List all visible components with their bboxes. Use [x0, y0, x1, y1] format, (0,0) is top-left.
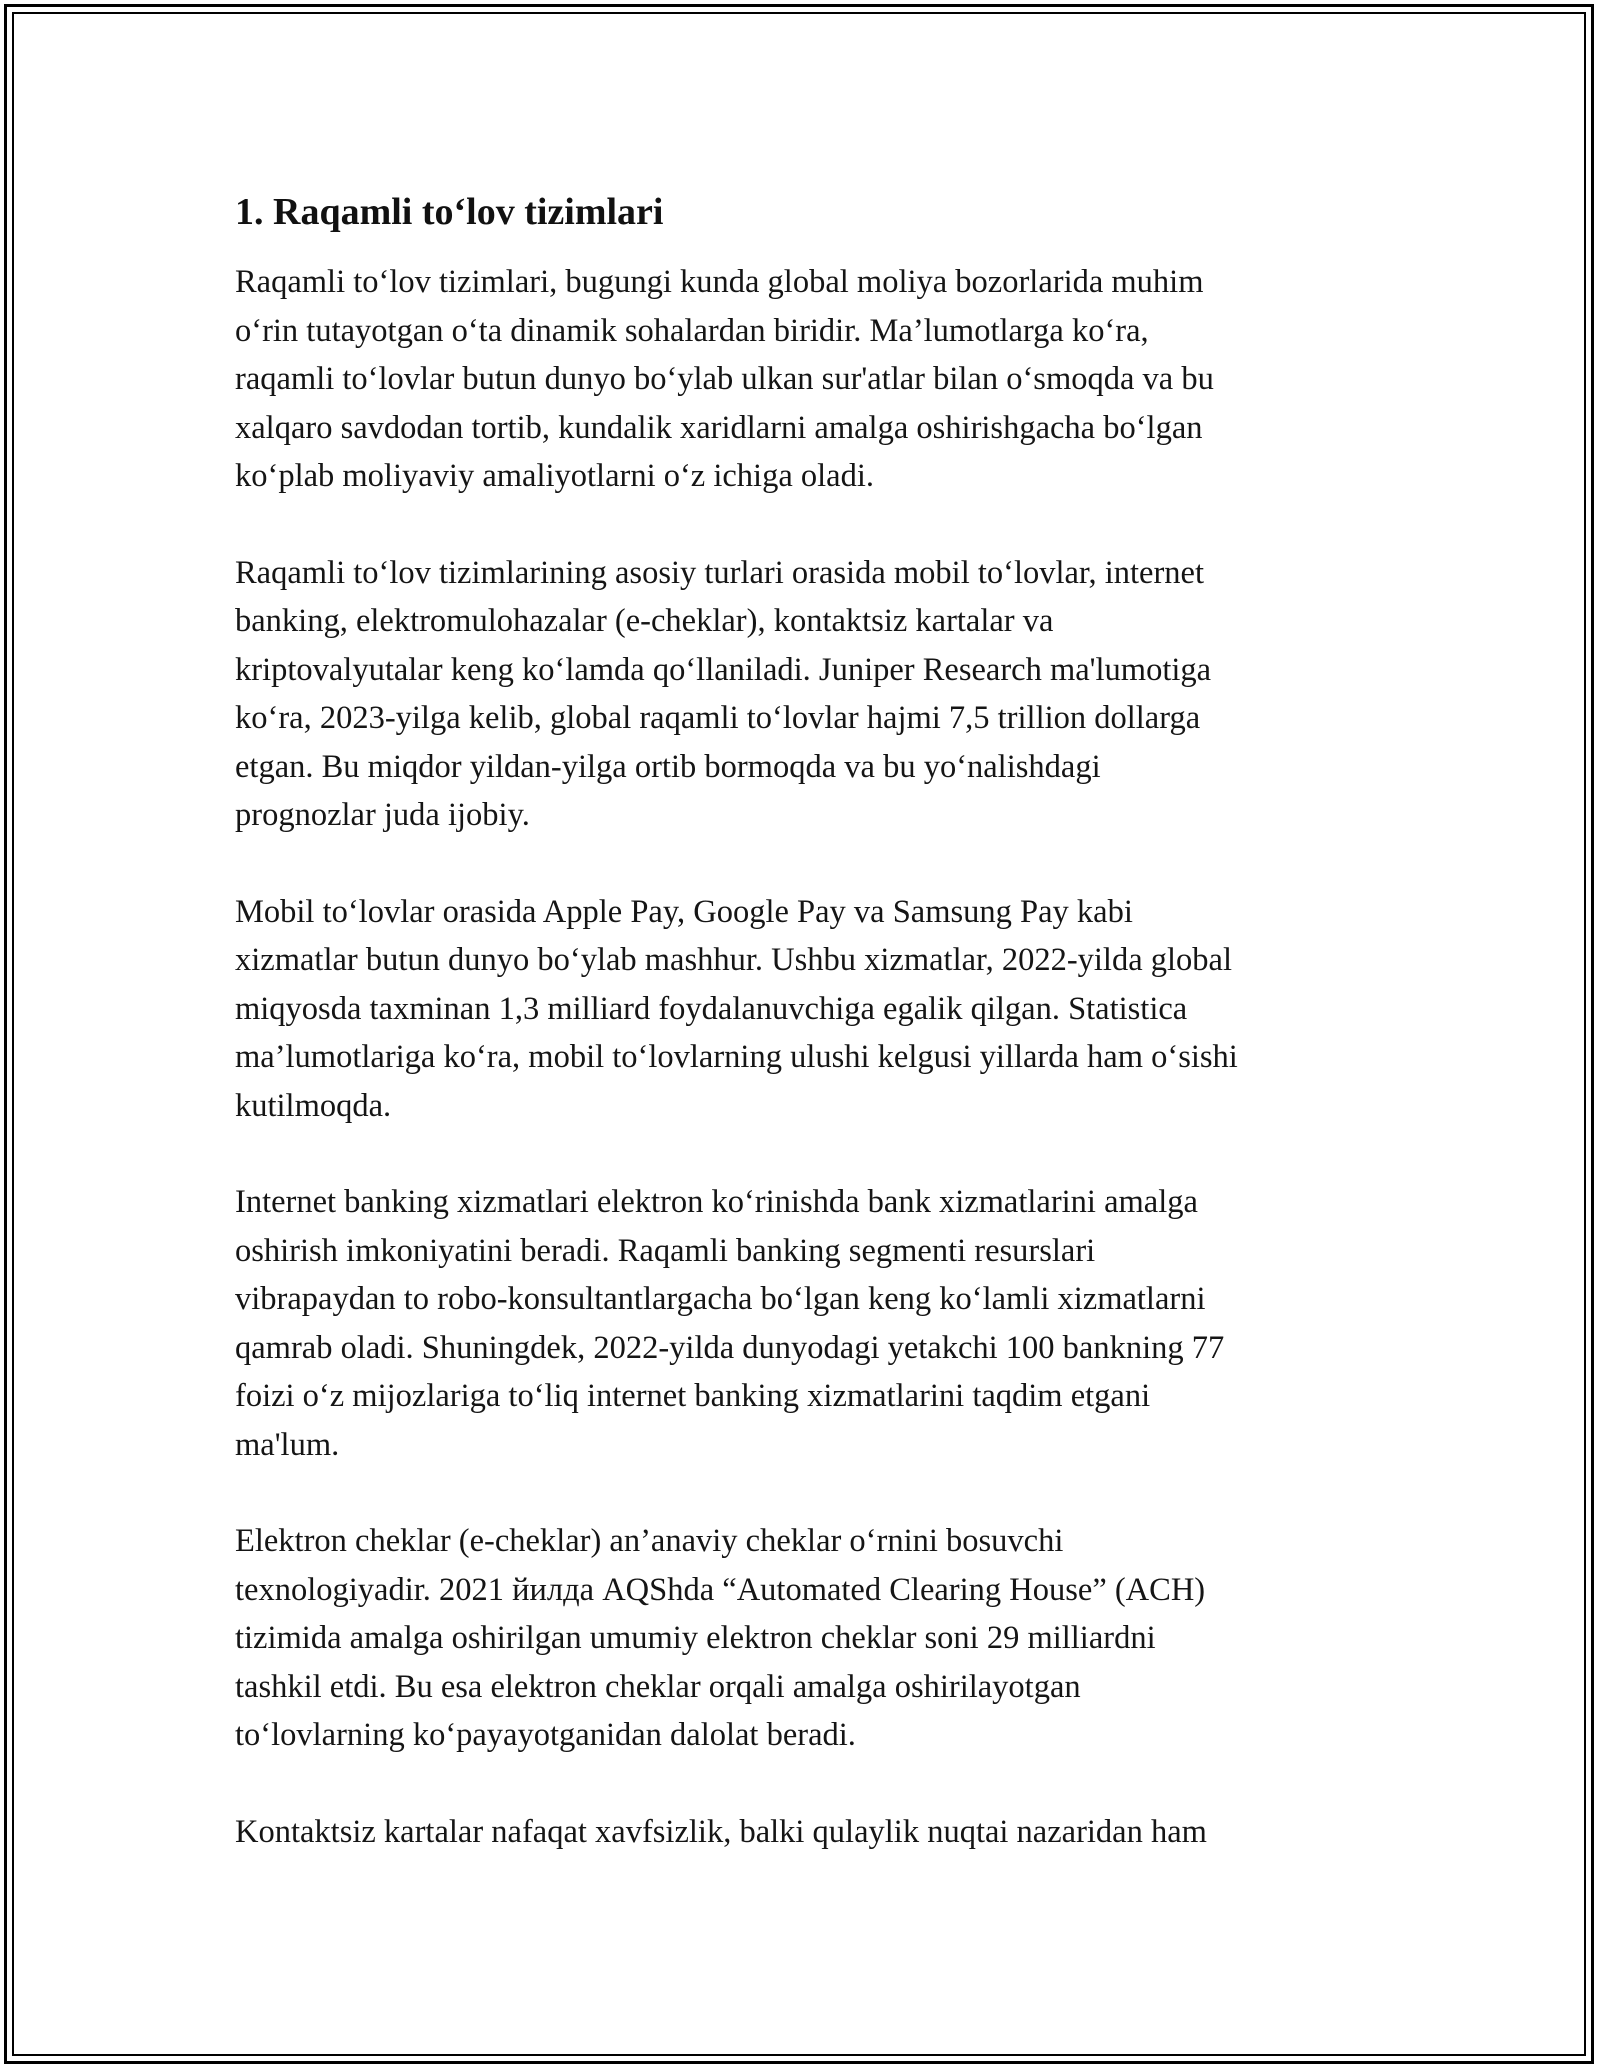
paragraph-line: texnologiyadir. 2021 йилда AQShda “Automated Clearing House” (ACH)	[235, 1571, 1206, 1608]
document-body	[235, 188, 1375, 1904]
paragraph-line: kriptovalyutalar keng ko‘lamda qo‘llaniladi. Juniper Research ma'lumotiga	[235, 651, 1212, 688]
paragraph-line: foizi o‘z mijozlariga to‘liq internet banking xizmatlarini taqdim etgani	[235, 1378, 1151, 1414]
paragraph-line: tashkil etdi. Bu esa elektron cheklar orqali amalga oshirilayotgan	[235, 1668, 1081, 1705]
paragraph-line: o‘rin tutayotgan o‘ta dinamik sohalardan biridir. Ma’lumotlarga ko‘ra,	[235, 312, 1149, 349]
paragraph-line: banking, elektromulohazalar (e-cheklar), kontaktsiz kartalar va	[235, 603, 1054, 639]
paragraph-line: prognozlar juda ijobiy.	[235, 797, 530, 833]
paragraph-line: Kontaktsiz kartalar nafaqat xavfsizlik, balki qulaylik nuqtai nazaridan ham	[235, 1813, 1207, 1850]
paragraph-line: ma’lumotlariga ko‘ra, mobil to‘lovlarning ulushi kelgusi yillarda ham o‘sishi	[235, 1039, 1238, 1075]
section-heading: 1. Raqamli to‘lov tizimlari	[235, 191, 664, 233]
paragraph-line: xizmatlar butun dunyo bo‘ylab mashhur. Ushbu xizmatlar, 2022-yilda global	[235, 942, 1232, 978]
paragraph-line: tizimida amalga oshirilgan umumiy elektron cheklar soni 29 milliardni	[235, 1620, 1156, 1656]
paragraph-line: vibrapaydan to robo-konsultantlargacha bo‘lgan keng ko‘lamli xizmatlarni	[235, 1281, 1206, 1317]
paragraph-1	[235, 258, 1375, 501]
paragraph-5	[235, 1517, 1375, 1760]
paragraph-4	[235, 1178, 1375, 1469]
paragraph-line: qamrab oladi. Shuningdek, 2022-yilda dunyodagi yetakchi 100 bankning 77	[235, 1329, 1225, 1366]
paragraph-line: Raqamli to‘lov tizimlarining asosiy turlari orasida mobil to‘lovlar, internet	[235, 554, 1204, 591]
paragraph-line: Raqamli to‘lov tizimlari, bugungi kunda global moliya bozorlarida muhim	[235, 264, 1204, 300]
paragraph-line: oshirish imkoniyatini beradi. Raqamli banking segmenti resurslari	[235, 1232, 1096, 1269]
paragraph-line: ko‘plab moliyaviy amaliyotlarni o‘z ichiga oladi.	[235, 458, 874, 494]
paragraph-line: miqyosda taxminan 1,3 milliard foydalanuvchiga egalik qilgan. Statistica	[235, 990, 1188, 1027]
paragraph-6	[235, 1808, 1375, 1857]
paragraph-line: xalqaro savdodan tortib, kundalik xaridlarni amalga oshirishgacha bo‘lgan	[235, 409, 1203, 446]
paragraph-line: ko‘ra, 2023-yilga kelib, global raqamli to‘lovlar hajmi 7,5 trillion dollarga	[235, 700, 1201, 736]
paragraph-line: etgan. Bu miqdor yildan-yilga ortib bormoqda va bu yo‘nalishdagi	[235, 748, 1101, 785]
paragraph-line: Internet banking xizmatlari elektron ko‘rinishda bank xizmatlarini amalga	[235, 1184, 1198, 1220]
paragraph-line: raqamli to‘lovlar butun dunyo bo‘ylab ulkan sur'atlar bilan o‘smoqda va bu	[235, 361, 1214, 397]
paragraph-line: Mobil to‘lovlar orasida Apple Pay, Google Pay va Samsung Pay kabi	[235, 893, 1133, 930]
paragraph-2	[235, 549, 1375, 840]
paragraph-line: Elektron cheklar (e-cheklar) an’anaviy cheklar o‘rnini bosuvchi	[235, 1523, 1064, 1559]
paragraph-3	[235, 888, 1375, 1131]
paragraph-line: kutilmoqda.	[235, 1087, 392, 1124]
paragraph-line: ma'lum.	[235, 1426, 340, 1463]
paragraph-line: to‘lovlarning ko‘payayotganidan dalolat beradi.	[235, 1717, 856, 1753]
